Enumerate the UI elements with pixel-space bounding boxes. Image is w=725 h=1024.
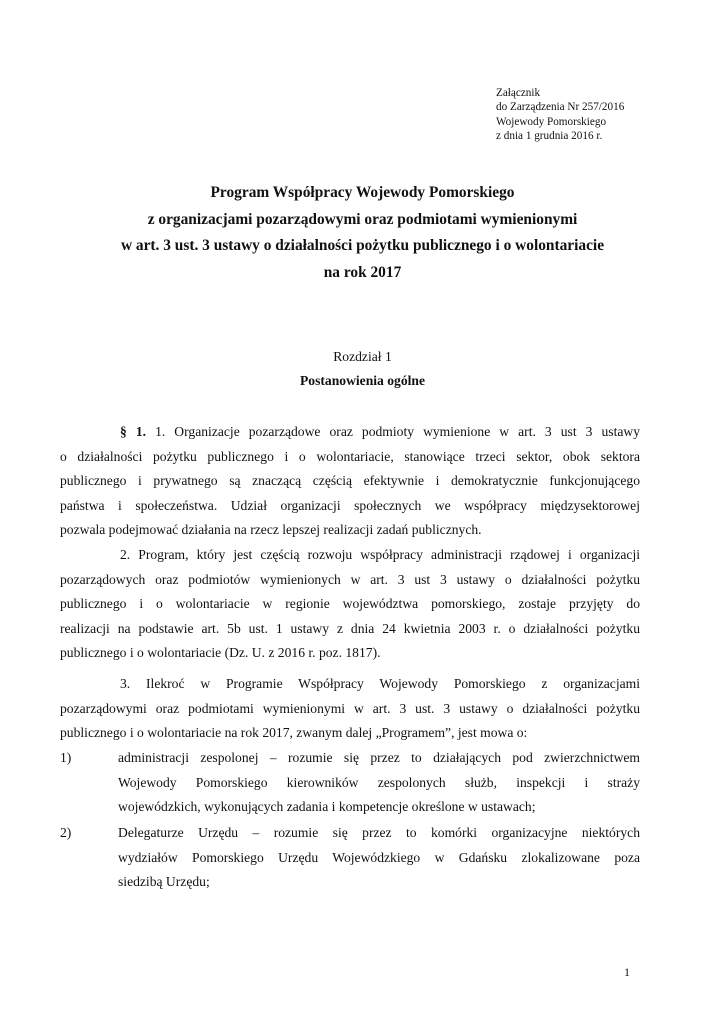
list-number: 1) xyxy=(60,750,72,765)
paragraph-line: publicznego i o wolontariacie na rok 2017, zwanym dalej „Programem”, jest mowa o: xyxy=(60,725,528,740)
annex-ordinance: do Zarządzenia Nr 257/2016 xyxy=(496,101,625,114)
page-number: 1 xyxy=(624,965,630,979)
paragraph-line: § 1. 1. Organizacje pozarządowe oraz podmioty wymienione w art. 3 ust 3 ustawy xyxy=(120,424,640,439)
paragraph-line: pozarządowych oraz podmiotów wymienionych w art. 3 ust 3 ustawy o działalności pożytku xyxy=(60,571,640,587)
paragraph-line: realizacji na podstawie art. 5b ust. 1 ustawy z dnia 24 kwietnia 2003 r. o działalności pożytku xyxy=(60,620,640,636)
list-line: wojewódzkich, wykonujących zadania i kompetencje określone w ustawach; xyxy=(118,799,536,814)
paragraph-line: pozwala podejmować działania na rzecz lepszej realizacji zadań publicznych. xyxy=(60,522,482,537)
paragraph-line: państwa i społeczeństwa. Udział organizacji społecznych we współpracy międzysektorowej xyxy=(60,497,640,513)
document-title xyxy=(60,180,665,286)
list-line: siedzibą Urzędu; xyxy=(118,874,210,889)
section-1-paragraph-2 xyxy=(60,543,640,666)
title-line-3: w art. 3 ust. 3 ustawy o działalności pożytku publicznego i o wolontariacie xyxy=(120,237,605,254)
paragraph-line: o działalności pożytku publicznego i o wolontariacie, stanowiące trzeci sektor, obok sektora xyxy=(60,448,640,464)
list-line: administracji zespolonej – rozumie się przez to działających pod zwierzchnictwem xyxy=(118,750,640,765)
paragraph-line: publicznego i prywatnego są znaczącą częścią efektywnie i demokratycznie funkcjonującego xyxy=(60,473,640,488)
list-number: 2) xyxy=(60,825,72,840)
annex-date: z dnia 1 grudnia 2016 r. xyxy=(496,129,603,142)
paragraph-line: 2. Program, który jest częścią rozwoju współpracy administracji rządowej i organizacji xyxy=(120,547,640,562)
list-line: wydziałów Pomorskiego Urzędu Wojewódzkiego w Gdańsku zlokalizowane poza xyxy=(118,849,640,865)
title-line-4: na rok 2017 xyxy=(323,263,402,281)
paragraph-line: 3. Ilekroć w Programie Współpracy Wojewody Pomorskiego z organizacjami xyxy=(120,676,640,691)
paragraph-line: publicznego i o wolontariacie w regionie województwa pomorskiego, zostaje przyjęty do xyxy=(60,596,640,611)
title-line-1: Program Współpracy Wojewody Pomorskiego xyxy=(210,184,515,201)
chapter-subheading: Postanowienia ogólne xyxy=(300,373,425,388)
annex-authority: Wojewody Pomorskiego xyxy=(496,115,607,128)
section-mark: § 1. xyxy=(120,424,147,439)
chapter-heading-block xyxy=(60,345,665,393)
list-line: Delegaturze Urzędu – rozumie się przez to komórki organizacyjne niektórych xyxy=(118,825,640,840)
section-1-paragraph-3 xyxy=(60,672,640,746)
section-1-paragraph-1 xyxy=(60,420,640,543)
paragraph-line: publicznego i o wolontariacie (Dz. U. z 2016 r. poz. 1817). xyxy=(60,645,381,660)
title-line-2: z organizacjami pozarządowymi oraz podmiotami wymienionymi xyxy=(147,210,578,228)
list-line: Wojewody Pomorskiego kierowników zespolonych służb, inspekcji i straży xyxy=(118,774,640,790)
annex-label: Załącznik xyxy=(496,87,541,99)
annex-header xyxy=(496,86,624,143)
chapter-heading: Rozdział 1 xyxy=(333,349,392,364)
paragraph-line: pozarządowymi oraz podmiotami wymienionymi w art. 3 ust. 3 ustawy o działalności pożytku xyxy=(60,700,640,716)
